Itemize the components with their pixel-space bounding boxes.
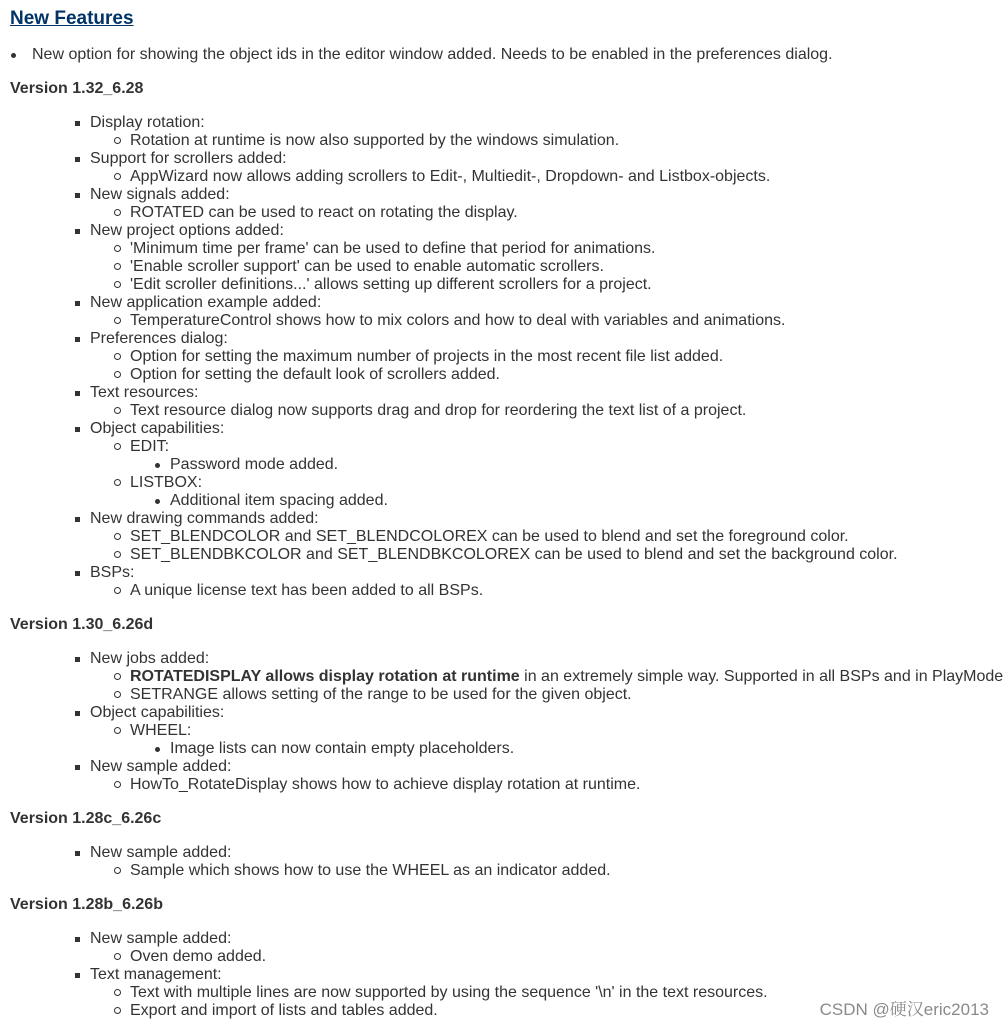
list-item: SET_BLENDCOLOR and SET_BLENDCOLOREX can be used to blend and set the foreground color. xyxy=(114,528,898,546)
item-label: EDIT: xyxy=(130,438,170,455)
item-label: New jobs added: xyxy=(90,650,210,667)
sub-list xyxy=(90,402,898,420)
sub-sub-list xyxy=(130,456,898,474)
sub-list xyxy=(90,204,898,222)
sub-list xyxy=(90,168,898,186)
list-item xyxy=(114,722,1003,758)
list-item: Rotation at runtime is now also supported by the windows simulation. xyxy=(114,132,898,150)
item-label: Preferences dialog: xyxy=(90,330,228,347)
item-label: Text resources: xyxy=(90,384,199,401)
list-item: New option for showing the object ids in the editor window added. Needs to be enabled in the preferences dialog. xyxy=(10,45,833,65)
item-label: New application example added: xyxy=(90,294,322,311)
list-item xyxy=(74,222,898,294)
item-label: WHEEL: xyxy=(130,722,192,739)
rotatedisplay-strong: ROTATEDISPLAY allows display rotation at runtime xyxy=(130,668,520,685)
sub-list xyxy=(90,240,898,294)
list-item xyxy=(114,474,898,510)
version-1-28c-list xyxy=(74,844,611,880)
sub-list xyxy=(90,348,898,384)
intro-list xyxy=(10,45,833,65)
version-heading-1-30: Version 1.30_6.26d xyxy=(10,616,154,633)
version-heading-1-28b: Version 1.28b_6.26b xyxy=(10,896,163,913)
list-item: SET_BLENDBKCOLOR and SET_BLENDBKCOLOREX can be used to blend and set the background color. xyxy=(114,546,898,564)
version-1-28b-list xyxy=(74,930,768,1020)
item-label: Text management: xyxy=(90,966,222,983)
list-item: Export and import of lists and tables added. xyxy=(114,1002,768,1020)
list-item: Text with multiple lines are now supported by using the sequence '\n' in the text resources. xyxy=(114,984,768,1002)
sub-list xyxy=(90,776,1003,794)
sub-list xyxy=(90,668,1003,704)
list-item xyxy=(74,844,611,880)
list-item: Sample which shows how to use the WHEEL as an indicator added. xyxy=(114,862,611,880)
page-title: New Features xyxy=(10,8,134,29)
version-heading-1-32: Version 1.32_6.28 xyxy=(10,80,144,97)
list-item xyxy=(74,150,898,186)
list-item: ROTATED can be used to react on rotating the display. xyxy=(114,204,898,222)
list-item xyxy=(74,704,1003,758)
item-label: New sample added: xyxy=(90,758,232,775)
item-label: New signals added: xyxy=(90,186,230,203)
list-item: Option for setting the default look of scrollers added. xyxy=(114,366,898,384)
list-item xyxy=(74,930,768,966)
item-label: New sample added: xyxy=(90,844,232,861)
list-item: 'Edit scroller definitions...' allows setting up different scrollers for a project. xyxy=(114,276,898,294)
sub-sub-list xyxy=(130,740,1003,758)
list-item: Text resource dialog now supports drag and drop for reordering the text list of a project. xyxy=(114,402,898,420)
list-item xyxy=(74,758,1003,794)
list-item: Additional item spacing added. xyxy=(154,492,898,510)
sub-list xyxy=(90,984,768,1020)
version-1-30-list xyxy=(74,650,1003,794)
rotatedisplay-rest: in an extremely simple way. Supported in all BSPs and in PlayMode xyxy=(519,668,1004,685)
item-label: New project options added: xyxy=(90,222,284,239)
sub-list xyxy=(90,862,611,880)
list-item xyxy=(74,114,898,150)
sub-list xyxy=(90,438,898,510)
item-label: New sample added: xyxy=(90,930,232,947)
list-item xyxy=(74,186,898,222)
list-item xyxy=(74,966,768,1020)
list-item: Oven demo added. xyxy=(114,948,768,966)
list-item xyxy=(74,294,898,330)
item-label: Support for scrollers added: xyxy=(90,150,287,167)
list-item: Password mode added. xyxy=(154,456,898,474)
item-label: LISTBOX: xyxy=(130,474,203,491)
list-item: TemperatureControl shows how to mix colors and how to deal with variables and animations. xyxy=(114,312,898,330)
list-item xyxy=(74,510,898,564)
list-item: AppWizard now allows adding scrollers to Edit-, Multiedit-, Dropdown- and Listbox-objects. xyxy=(114,168,898,186)
item-label: Object capabilities: xyxy=(90,704,225,721)
list-item: 'Minimum time per frame' can be used to define that period for animations. xyxy=(114,240,898,258)
sub-list xyxy=(90,722,1003,758)
item-label: Object capabilities: xyxy=(90,420,225,437)
sub-sub-list xyxy=(130,492,898,510)
list-item: A unique license text has been added to all BSPs. xyxy=(114,582,898,600)
list-item xyxy=(74,564,898,600)
list-item xyxy=(74,420,898,510)
list-item: SETRANGE allows setting of the range to be used for the given object. xyxy=(114,686,1003,704)
item-label: BSPs: xyxy=(90,564,135,581)
list-item xyxy=(114,438,898,474)
sub-list xyxy=(90,582,898,600)
list-item xyxy=(74,330,898,384)
list-item xyxy=(74,650,1003,704)
list-item xyxy=(114,668,1003,686)
list-item: 'Enable scroller support' can be used to enable automatic scrollers. xyxy=(114,258,898,276)
sub-list xyxy=(90,528,898,564)
item-label: New drawing commands added: xyxy=(90,510,319,527)
item-label: Display rotation: xyxy=(90,114,205,131)
sub-list xyxy=(90,948,768,966)
list-item xyxy=(74,384,898,420)
csdn-watermark: CSDN @硬汉eric2013 xyxy=(819,1000,989,1019)
sub-list xyxy=(90,312,898,330)
list-item: Image lists can now contain empty placeholders. xyxy=(154,740,1003,758)
version-heading-1-28c: Version 1.28c_6.26c xyxy=(10,810,162,827)
version-1-32-list xyxy=(74,114,898,600)
sub-list xyxy=(90,132,898,150)
list-item: HowTo_RotateDisplay shows how to achieve display rotation at runtime. xyxy=(114,776,1003,794)
list-item: Option for setting the maximum number of projects in the most recent file list added. xyxy=(114,348,898,366)
